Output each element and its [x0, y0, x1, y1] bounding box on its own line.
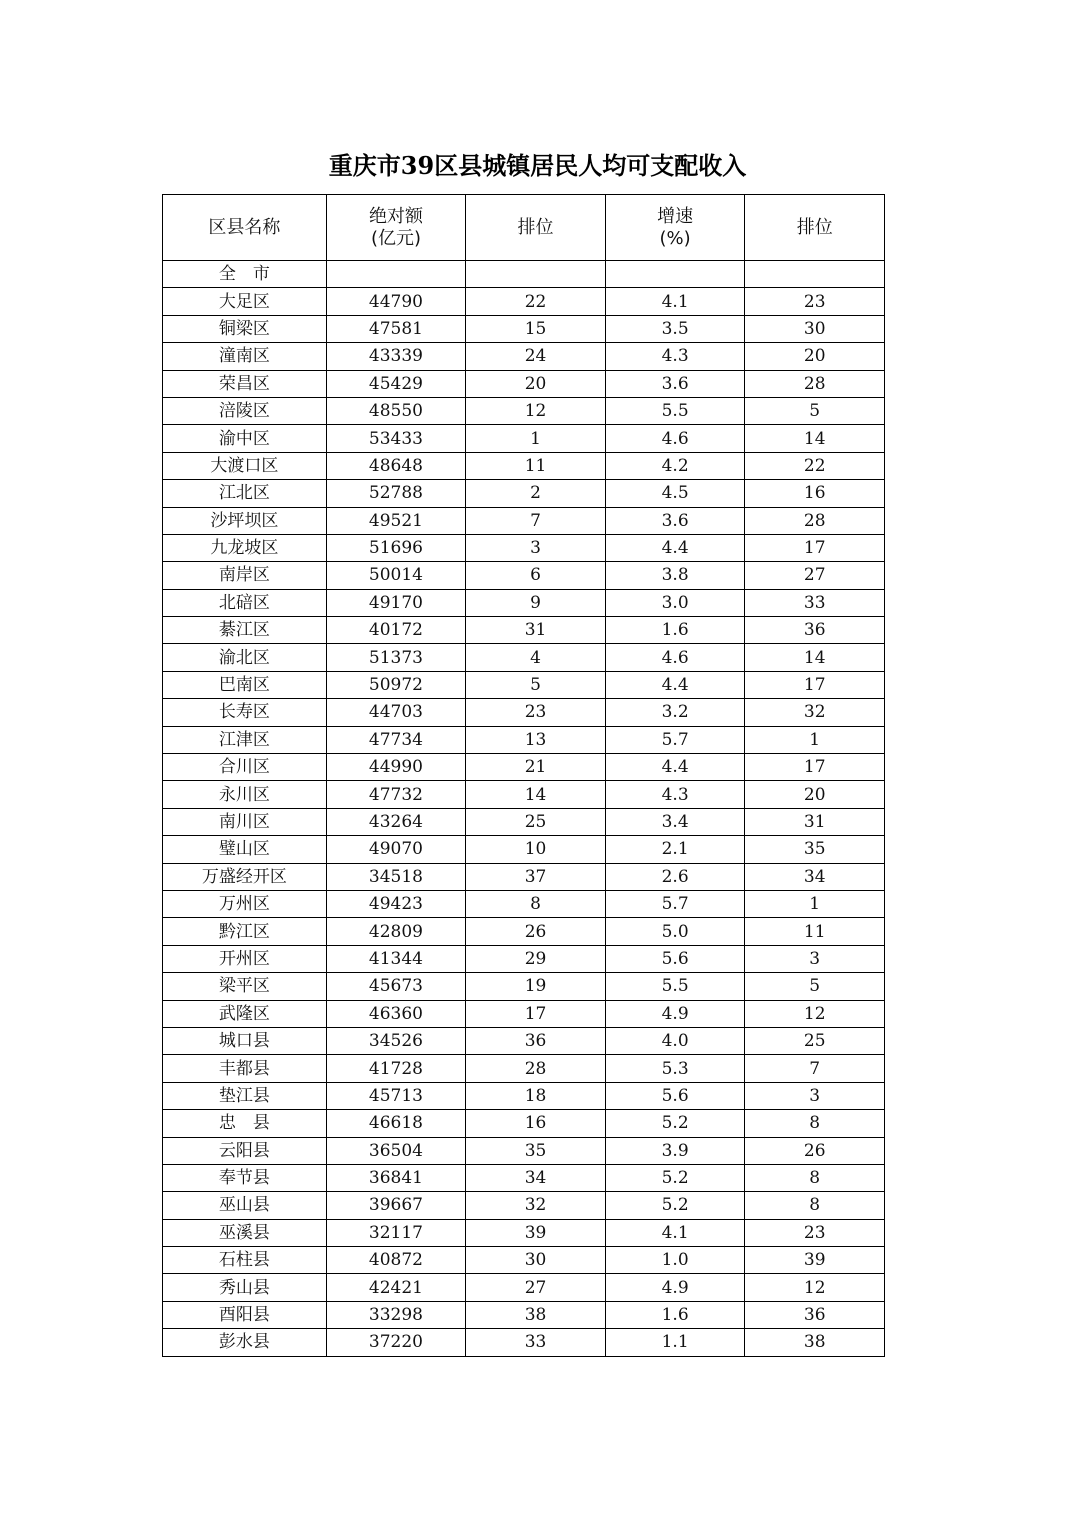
cell-amount-rank: 28 — [466, 1055, 606, 1082]
cell-amount-rank: 15 — [466, 315, 606, 342]
table-row — [163, 863, 885, 890]
cell-growth-rank: 14 — [745, 425, 885, 452]
cell-amount: 44990 — [326, 754, 466, 781]
cell-growth: 5.5 — [605, 397, 745, 424]
table-row — [163, 644, 885, 671]
cell-district: 全 市 — [163, 261, 327, 288]
cell-growth: 5.2 — [605, 1192, 745, 1219]
header-growth-rate — [605, 195, 745, 261]
cell-growth: 3.5 — [605, 315, 745, 342]
cell-district: 大足区 — [163, 288, 327, 315]
table-row — [163, 1192, 885, 1219]
table-row — [163, 890, 885, 917]
table-row — [163, 261, 885, 288]
cell-growth-rank: 23 — [745, 288, 885, 315]
cell-amount-rank: 23 — [466, 699, 606, 726]
cell-amount — [326, 261, 466, 288]
cell-growth: 4.6 — [605, 425, 745, 452]
cell-growth: 5.3 — [605, 1055, 745, 1082]
cell-amount-rank: 30 — [466, 1247, 606, 1274]
table-row — [163, 699, 885, 726]
cell-amount-rank: 2 — [466, 480, 606, 507]
cell-amount-rank: 35 — [466, 1137, 606, 1164]
cell-growth-rank: 8 — [745, 1192, 885, 1219]
cell-growth-rank: 14 — [745, 644, 885, 671]
cell-growth-rank: 33 — [745, 589, 885, 616]
cell-district: 彭水县 — [163, 1329, 327, 1356]
cell-growth: 5.6 — [605, 945, 745, 972]
cell-amount: 42421 — [326, 1274, 466, 1301]
cell-district: 合川区 — [163, 754, 327, 781]
table-row — [163, 1110, 885, 1137]
cell-growth: 5.2 — [605, 1164, 745, 1191]
cell-amount: 42809 — [326, 918, 466, 945]
cell-amount-rank: 20 — [466, 370, 606, 397]
cell-district: 铜梁区 — [163, 315, 327, 342]
cell-growth: 4.4 — [605, 671, 745, 698]
cell-amount-rank: 11 — [466, 452, 606, 479]
header-district-name: 区县名称 — [163, 195, 327, 261]
cell-growth-rank: 3 — [745, 1082, 885, 1109]
cell-district: 石柱县 — [163, 1247, 327, 1274]
cell-amount-rank: 7 — [466, 507, 606, 534]
cell-amount: 47581 — [326, 315, 466, 342]
cell-amount: 32117 — [326, 1219, 466, 1246]
table-row — [163, 726, 885, 753]
cell-amount-rank: 16 — [466, 1110, 606, 1137]
header-absolute-amount-unit: (亿元) — [370, 227, 421, 249]
cell-amount-rank: 38 — [466, 1301, 606, 1328]
cell-growth: 5.6 — [605, 1082, 745, 1109]
cell-amount: 37220 — [326, 1329, 466, 1356]
cell-growth-rank: 1 — [745, 890, 885, 917]
cell-district: 梁平区 — [163, 973, 327, 1000]
header-rank-amount: 排位 — [466, 195, 606, 261]
cell-district: 巫山县 — [163, 1192, 327, 1219]
cell-growth-rank: 32 — [745, 699, 885, 726]
cell-district: 万州区 — [163, 890, 327, 917]
table-row — [163, 288, 885, 315]
cell-growth: 4.6 — [605, 644, 745, 671]
cell-district: 綦江区 — [163, 617, 327, 644]
cell-growth-rank: 28 — [745, 507, 885, 534]
cell-growth: 4.5 — [605, 480, 745, 507]
header-absolute-amount — [326, 195, 466, 261]
cell-district: 涪陵区 — [163, 397, 327, 424]
cell-district: 云阳县 — [163, 1137, 327, 1164]
cell-amount-rank: 36 — [466, 1027, 606, 1054]
cell-amount: 34518 — [326, 863, 466, 890]
table-row — [163, 781, 885, 808]
cell-amount: 45673 — [326, 973, 466, 1000]
cell-amount: 50972 — [326, 671, 466, 698]
table-row — [163, 1164, 885, 1191]
cell-amount-rank: 37 — [466, 863, 606, 890]
table-row — [163, 1027, 885, 1054]
cell-growth-rank: 12 — [745, 1274, 885, 1301]
cell-growth: 2.6 — [605, 863, 745, 890]
cell-growth-rank: 26 — [745, 1137, 885, 1164]
table-row — [163, 1055, 885, 1082]
cell-amount-rank: 32 — [466, 1192, 606, 1219]
cell-district: 秀山县 — [163, 1274, 327, 1301]
cell-district: 永川区 — [163, 781, 327, 808]
cell-growth: 4.4 — [605, 534, 745, 561]
table-row — [163, 1137, 885, 1164]
header-growth-rate-label: 增速 — [657, 205, 694, 227]
cell-growth-rank: 7 — [745, 1055, 885, 1082]
table-header-row — [163, 195, 885, 261]
cell-amount: 46360 — [326, 1000, 466, 1027]
table-row — [163, 562, 885, 589]
table-row — [163, 480, 885, 507]
cell-amount-rank — [466, 261, 606, 288]
cell-amount: 47732 — [326, 781, 466, 808]
cell-growth: 3.2 — [605, 699, 745, 726]
cell-amount-rank: 3 — [466, 534, 606, 561]
cell-growth: 4.3 — [605, 781, 745, 808]
cell-amount: 36504 — [326, 1137, 466, 1164]
table-row — [163, 808, 885, 835]
cell-amount-rank: 14 — [466, 781, 606, 808]
cell-amount: 49170 — [326, 589, 466, 616]
cell-amount-rank: 13 — [466, 726, 606, 753]
cell-amount: 50014 — [326, 562, 466, 589]
cell-growth-rank: 11 — [745, 918, 885, 945]
cell-growth-rank: 28 — [745, 370, 885, 397]
cell-district: 城口县 — [163, 1027, 327, 1054]
cell-amount: 51373 — [326, 644, 466, 671]
cell-district: 奉节县 — [163, 1164, 327, 1191]
cell-amount-rank: 4 — [466, 644, 606, 671]
cell-amount: 49423 — [326, 890, 466, 917]
cell-district: 沙坪坝区 — [163, 507, 327, 534]
cell-amount: 49070 — [326, 836, 466, 863]
cell-growth: 5.5 — [605, 973, 745, 1000]
cell-growth: 5.0 — [605, 918, 745, 945]
cell-growth-rank: 17 — [745, 754, 885, 781]
table-row — [163, 589, 885, 616]
cell-amount: 33298 — [326, 1301, 466, 1328]
cell-growth-rank: 39 — [745, 1247, 885, 1274]
table-body — [163, 261, 885, 1357]
page-title: 重庆市39区县城镇居民人均可支配收入 — [328, 151, 747, 180]
table-row — [163, 315, 885, 342]
header-absolute-amount-label: 绝对额 — [368, 205, 423, 227]
cell-growth-rank: 3 — [745, 945, 885, 972]
cell-growth-rank: 20 — [745, 343, 885, 370]
cell-amount-rank: 19 — [466, 973, 606, 1000]
table-row — [163, 918, 885, 945]
cell-growth: 4.1 — [605, 1219, 745, 1246]
cell-growth-rank: 27 — [745, 562, 885, 589]
cell-district: 南川区 — [163, 808, 327, 835]
cell-growth: 3.9 — [605, 1137, 745, 1164]
cell-district: 江北区 — [163, 480, 327, 507]
cell-growth: 4.0 — [605, 1027, 745, 1054]
cell-growth-rank: 5 — [745, 397, 885, 424]
cell-growth: 1.6 — [605, 1301, 745, 1328]
cell-amount-rank: 22 — [466, 288, 606, 315]
cell-district: 武隆区 — [163, 1000, 327, 1027]
cell-growth: 4.1 — [605, 288, 745, 315]
cell-district: 开州区 — [163, 945, 327, 972]
cell-district: 荣昌区 — [163, 370, 327, 397]
cell-growth: 5.7 — [605, 890, 745, 917]
cell-district: 大渡口区 — [163, 452, 327, 479]
cell-growth-rank: 30 — [745, 315, 885, 342]
cell-district: 江津区 — [163, 726, 327, 753]
cell-growth-rank: 38 — [745, 1329, 885, 1356]
cell-amount-rank: 12 — [466, 397, 606, 424]
cell-amount: 34526 — [326, 1027, 466, 1054]
cell-district: 巫溪县 — [163, 1219, 327, 1246]
cell-amount-rank: 17 — [466, 1000, 606, 1027]
table-row — [163, 1000, 885, 1027]
cell-growth: 4.9 — [605, 1000, 745, 1027]
cell-district: 潼南区 — [163, 343, 327, 370]
cell-growth: 5.2 — [605, 1110, 745, 1137]
cell-growth: 1.0 — [605, 1247, 745, 1274]
cell-amount: 43339 — [326, 343, 466, 370]
cell-growth-rank: 23 — [745, 1219, 885, 1246]
cell-growth: 1.6 — [605, 617, 745, 644]
cell-amount-rank: 25 — [466, 808, 606, 835]
cell-growth-rank: 36 — [745, 1301, 885, 1328]
cell-growth: 5.7 — [605, 726, 745, 753]
header-growth-rate-unit: (%) — [659, 227, 691, 249]
cell-amount: 51696 — [326, 534, 466, 561]
table-row — [163, 754, 885, 781]
cell-growth: 4.9 — [605, 1274, 745, 1301]
income-table — [162, 194, 885, 1357]
table-row — [163, 507, 885, 534]
cell-growth: 3.0 — [605, 589, 745, 616]
table-row — [163, 425, 885, 452]
cell-amount-rank: 29 — [466, 945, 606, 972]
cell-growth-rank: 34 — [745, 863, 885, 890]
cell-amount-rank: 8 — [466, 890, 606, 917]
table-row — [163, 534, 885, 561]
header-rank-growth: 排位 — [745, 195, 885, 261]
cell-amount: 44703 — [326, 699, 466, 726]
cell-amount: 36841 — [326, 1164, 466, 1191]
cell-district: 九龙坡区 — [163, 534, 327, 561]
cell-amount: 45429 — [326, 370, 466, 397]
cell-growth: 3.8 — [605, 562, 745, 589]
cell-amount-rank: 34 — [466, 1164, 606, 1191]
cell-amount-rank: 24 — [466, 343, 606, 370]
cell-amount: 43264 — [326, 808, 466, 835]
table-row — [163, 945, 885, 972]
cell-amount: 41728 — [326, 1055, 466, 1082]
cell-amount-rank: 33 — [466, 1329, 606, 1356]
cell-amount: 48648 — [326, 452, 466, 479]
cell-growth: 4.4 — [605, 754, 745, 781]
cell-district: 渝中区 — [163, 425, 327, 452]
cell-growth: 3.6 — [605, 507, 745, 534]
cell-district: 长寿区 — [163, 699, 327, 726]
cell-amount-rank: 27 — [466, 1274, 606, 1301]
table-row — [163, 617, 885, 644]
cell-growth-rank: 5 — [745, 973, 885, 1000]
cell-amount: 46618 — [326, 1110, 466, 1137]
cell-growth-rank: 35 — [745, 836, 885, 863]
cell-growth: 3.6 — [605, 370, 745, 397]
cell-district: 酉阳县 — [163, 1301, 327, 1328]
cell-amount-rank: 31 — [466, 617, 606, 644]
table-row — [163, 671, 885, 698]
cell-amount-rank: 26 — [466, 918, 606, 945]
cell-growth: 4.3 — [605, 343, 745, 370]
table-row — [163, 452, 885, 479]
cell-amount-rank: 39 — [466, 1219, 606, 1246]
table-row — [163, 1301, 885, 1328]
cell-growth-rank: 31 — [745, 808, 885, 835]
cell-district: 北碚区 — [163, 589, 327, 616]
cell-district: 垫江县 — [163, 1082, 327, 1109]
table-row — [163, 397, 885, 424]
cell-district: 璧山区 — [163, 836, 327, 863]
cell-growth-rank: 16 — [745, 480, 885, 507]
cell-amount-rank: 21 — [466, 754, 606, 781]
cell-growth-rank: 36 — [745, 617, 885, 644]
cell-district: 万盛经开区 — [163, 863, 327, 890]
cell-district: 渝北区 — [163, 644, 327, 671]
table-row — [163, 370, 885, 397]
cell-growth: 1.1 — [605, 1329, 745, 1356]
table-row — [163, 1329, 885, 1356]
cell-growth-rank: 20 — [745, 781, 885, 808]
table-row — [163, 1274, 885, 1301]
cell-growth-rank: 8 — [745, 1164, 885, 1191]
cell-district: 丰都县 — [163, 1055, 327, 1082]
cell-amount: 45713 — [326, 1082, 466, 1109]
cell-amount-rank: 9 — [466, 589, 606, 616]
cell-amount: 39667 — [326, 1192, 466, 1219]
table-row — [163, 1247, 885, 1274]
cell-growth-rank: 17 — [745, 534, 885, 561]
cell-growth: 4.2 — [605, 452, 745, 479]
cell-growth: 3.4 — [605, 808, 745, 835]
cell-amount-rank: 10 — [466, 836, 606, 863]
cell-growth-rank: 22 — [745, 452, 885, 479]
cell-growth-rank: 8 — [745, 1110, 885, 1137]
cell-growth-rank: 12 — [745, 1000, 885, 1027]
table-row — [163, 1219, 885, 1246]
cell-amount-rank: 18 — [466, 1082, 606, 1109]
cell-district: 忠 县 — [163, 1110, 327, 1137]
cell-amount-rank: 6 — [466, 562, 606, 589]
cell-district: 南岸区 — [163, 562, 327, 589]
cell-amount: 44790 — [326, 288, 466, 315]
cell-growth-rank — [745, 261, 885, 288]
cell-amount: 48550 — [326, 397, 466, 424]
table-row — [163, 1082, 885, 1109]
cell-growth-rank: 25 — [745, 1027, 885, 1054]
cell-growth — [605, 261, 745, 288]
cell-growth: 2.1 — [605, 836, 745, 863]
cell-district: 黔江区 — [163, 918, 327, 945]
cell-amount-rank: 1 — [466, 425, 606, 452]
table-row — [163, 343, 885, 370]
cell-amount: 40172 — [326, 617, 466, 644]
cell-amount-rank: 5 — [466, 671, 606, 698]
cell-growth-rank: 1 — [745, 726, 885, 753]
cell-amount: 47734 — [326, 726, 466, 753]
cell-growth-rank: 17 — [745, 671, 885, 698]
table-row — [163, 836, 885, 863]
cell-amount: 52788 — [326, 480, 466, 507]
cell-amount: 41344 — [326, 945, 466, 972]
cell-amount: 40872 — [326, 1247, 466, 1274]
cell-district: 巴南区 — [163, 671, 327, 698]
cell-amount: 49521 — [326, 507, 466, 534]
table-row — [163, 973, 885, 1000]
cell-amount: 53433 — [326, 425, 466, 452]
